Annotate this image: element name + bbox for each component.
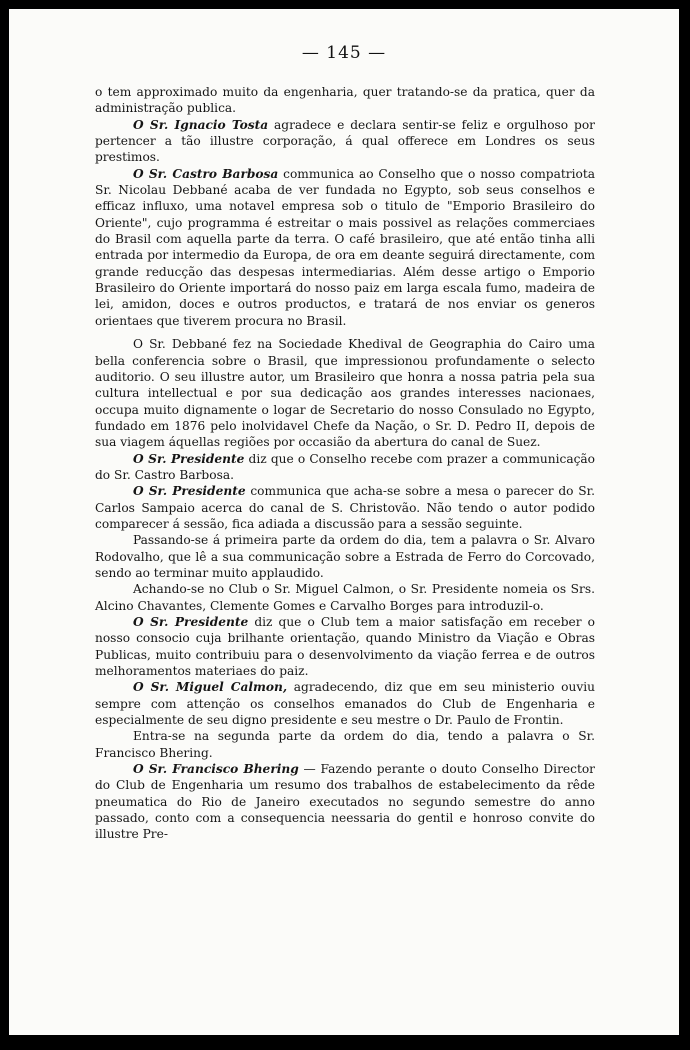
paragraph (95, 483, 595, 532)
paragraph (95, 581, 595, 614)
page-body (95, 84, 595, 843)
paragraph (95, 451, 595, 484)
paragraph (95, 532, 595, 581)
speaker-name: O Sr. Ignacio Tosta (133, 117, 269, 132)
paragraph (95, 336, 595, 450)
paragraph (95, 679, 595, 728)
paragraph-text: Entra-se na segunda parte da ordem do dia, tendo a palavra o Sr. Francisco Bhering. (95, 729, 595, 760)
paragraph-text: Achando-se no Club o Sr. Miguel Calmon, o Sr. Presidente nomeia os Srs. Alcino Chavantes, Clemente Gomes e Carvalho Borges para introduzil-o. (95, 582, 595, 613)
paragraph-text: o tem approximado muito da engenharia, quer tratando-se da pratica, quer da administração publica. (95, 85, 595, 116)
paragraph-text: diz que o Conselho recebe com prazer a communicação do Sr. Castro Barbosa. (95, 451, 596, 482)
speaker-name: O Sr. Presidente (133, 451, 245, 466)
paragraph-text: communica que acha-se sobre a mesa o parecer do Sr. Carlos Sampaio acerca do canal de S. Christovão. Não tendo o autor podido comparecer á sessão, fica adiada a discussão para a sessão seguinte. (95, 484, 595, 531)
paragraph-text: Passando-se á primeira parte da ordem do dia, tem a palavra o Sr. Alvaro Rodovalho, que lê a sua communicação sobre a Estrada de Ferro do Corcovado, sendo ao terminar muito applaudido. (95, 533, 595, 580)
paragraph-text: — Fazendo perante o douto Conselho Director do Club de Engenharia um resumo dos trabalhos de estabelecimento da rêde pneumatica do Rio de Janeiro executados no segundo semestre do anno passado, conto com a consequencia neessaria do gentil e honroso convite do illustre Pre- (95, 762, 596, 842)
paragraph-text: agradece e declara sentir-se feliz e orgulhoso por pertencer a tão illustre corporação, á qual offerece em Londres os seus prestimos. (95, 117, 595, 165)
page-number: — 145 — (301, 43, 387, 63)
paragraph (95, 166, 595, 329)
speaker-name: O Sr. Francisco Bhering (133, 762, 299, 777)
document-page (9, 9, 679, 1035)
paragraph-text: O Sr. Debbané fez na Sociedade Khedival de Geographia do Cairo uma bella conferencia sobre o Brasil, que impressionou profundamente o selecto auditorio. O seu illustre autor, um Brasileiro que honra a nossa patria pela sua cultura intellectual e por sua dedicação aos grandes interesses nacionaes, occupa muito dignamente o logar de Secretario do nosso Consulado no Egypto, fundado em 1876 pelo inolvidavel Chefe da Nação, o Sr. D. Pedro II, depois de sua viagem áquellas regiões por occasião da abertura do canal de Suez. (95, 337, 595, 450)
paragraph (95, 761, 595, 843)
paragraph-text: agradecendo, diz que em seu ministerio ouviu sempre com attenção os conselhos emanados do Club de Engenharia e especialmente de seu digno presidente e seu mestre o Dr. Paulo de Frontin. (95, 680, 595, 728)
speaker-name: O Sr. Presidente (133, 615, 249, 629)
paragraph-text: diz que o Club tem a maior satisfação em receber o nosso consocio cuja brilhante orientação, quando Ministro da Viação e Obras Publicas, muito contribuiu para o desenvolvimento da viação ferrea e de outros melhoramentos materiaes do paiz. (95, 615, 595, 679)
paragraph (95, 728, 595, 761)
speaker-name: O Sr. Miguel Calmon, (133, 680, 288, 695)
speaker-name: O Sr. Presidente (133, 484, 246, 499)
speaker-name: O Sr. Castro Barbosa (133, 166, 279, 181)
paragraph (95, 117, 595, 166)
paragraph (95, 84, 595, 117)
paragraph-text: communica ao Conselho que o nosso compatriota Sr. Nicolau Debbané acaba de ver fundada no Egypto, sob seus conselhos e efficaz influxo, uma notavel empresa sob o titulo de "Emporio Brasileiro do Oriente", cujo programma é estreitar o mais possivel as relações commerciaes do Brasil com aquella parte da terra. O café brasileiro, que até então tinha alli entrada por intermedio da Europa, de ora em deante seguirá directamente, com grande reducção das despesas intermediarias. Além desse artigo o Emporio Brasileiro do Oriente importará do nosso paiz em larga escala fumo, madeira de lei, amidon, doces e outros productos, e tratará de nos enviar os generos orientaes que tiverem procura no Brasil. (95, 166, 596, 328)
paragraph (95, 614, 595, 679)
